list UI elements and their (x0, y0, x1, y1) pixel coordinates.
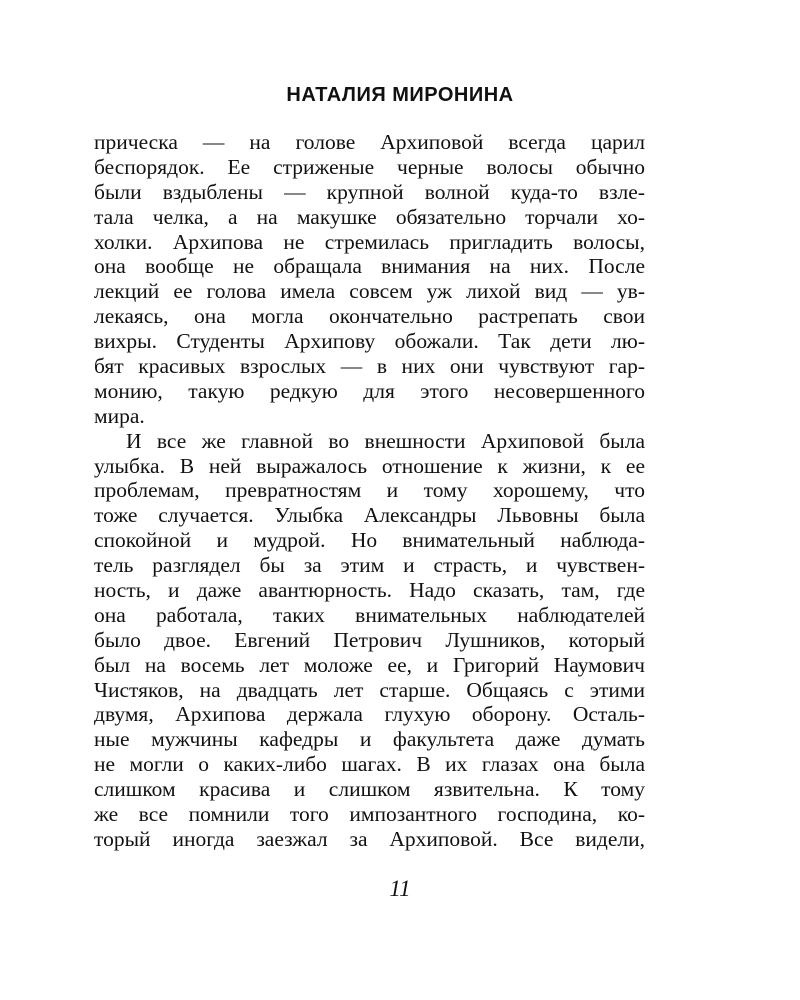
text-line: проблемам, превратностям и тому хорошему, что (94, 478, 645, 503)
text-line: прическа — на голове Архиповой всегда царил (94, 130, 645, 154)
paragraph (94, 429, 645, 852)
text-line: двумя, Архипова держала глухую оборону. Осталь- (94, 702, 645, 727)
text-line: вихры. Студенты Архипову обожали. Так дети лю- (94, 329, 645, 354)
text-line: тала челка, а на макушке обязательно торчали хо- (94, 204, 645, 229)
body-text (94, 130, 645, 852)
paragraph (94, 130, 645, 429)
text-line: лекаясь, она могла окончательно растрепать свои (94, 304, 645, 329)
text-line: торый иногда заезжал за Архиповой. Все видели, (94, 826, 645, 851)
text-line: лекций ее голова имела совсем уж лихой вид — ув- (94, 279, 645, 304)
text-line: улыбка. В ней выражалось отношение к жизни, к ее (94, 453, 645, 478)
text-line: ность, и даже авантюрность. Надо сказать, там, где (94, 578, 645, 603)
text-line: мира. (94, 403, 145, 428)
text-line: Чистяков, на двадцать лет старше. Общаясь с этими (94, 677, 645, 702)
text-line: было двое. Евгений Петрович Лушников, который (94, 627, 645, 652)
text-line: она вообще не обращала внимания на них. После (94, 254, 645, 279)
text-line: она работала, таких внимательных наблюдателей (94, 602, 645, 627)
running-title: НАТАЛИЯ МИРОНИНА (286, 84, 514, 106)
text-line: слишком красива и слишком язвительна. К тому (94, 777, 645, 802)
text-line: бят красивых взрослых — в них они чувствуют гар- (94, 354, 645, 379)
text-line: не могли о каких-либо шагах. В их глазах она была (94, 752, 645, 777)
text-line: беспорядок. Ее стриженые черные волосы обычно (94, 154, 645, 179)
text-line: И все же главной во внешности Архиповой была (126, 428, 645, 453)
text-line: спокойной и мудрой. Но внимательный наблюда- (94, 528, 645, 553)
text-line: был на восемь лет моложе ее, и Григорий Наумович (94, 652, 645, 677)
text-line: тоже случается. Улыбка Александры Львовны была (94, 503, 645, 528)
text-line: же все помнили того импозантного господина, ко- (94, 802, 645, 827)
text-line: монию, такую редкую для этого несовершенного (94, 378, 645, 403)
text-line: ные мужчины кафедры и факультета даже думать (94, 727, 645, 752)
text-line: холки. Архипова не стремилась пригладить волосы, (94, 229, 645, 254)
text-line: тель разглядел бы за этим и страсть, и чувствен- (94, 553, 645, 578)
page-number: 11 (389, 876, 411, 901)
text-line: были вздыблены — крупной волной куда-то взле- (94, 179, 645, 204)
